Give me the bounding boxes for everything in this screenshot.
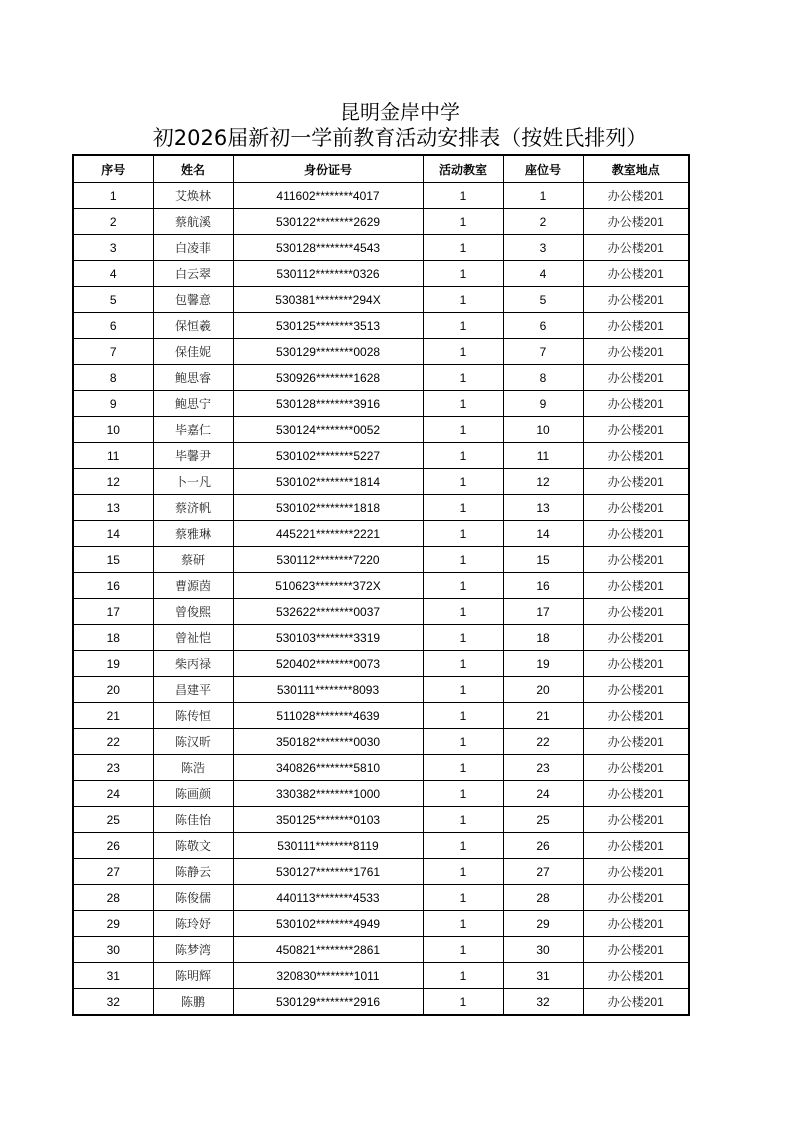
seat-cell: 32 [503,989,583,1016]
id-number-cell: 350125********0103 [233,807,423,833]
location-cell: 办公楼201 [583,521,689,547]
seat-cell: 14 [503,521,583,547]
seq-cell: 28 [73,885,153,911]
location-cell: 办公楼201 [583,885,689,911]
seat-cell: 4 [503,261,583,287]
table-row [73,547,689,573]
seq-cell: 1 [73,183,153,209]
id-number-cell: 340826********5810 [233,755,423,781]
seat-cell: 26 [503,833,583,859]
room-cell: 1 [423,443,503,469]
seq-cell: 11 [73,443,153,469]
name-cell: 陈汉昕 [153,729,233,755]
id-number-cell: 520402********0073 [233,651,423,677]
location-cell: 办公楼201 [583,651,689,677]
seat-cell: 10 [503,417,583,443]
table-row [73,209,689,235]
seat-cell: 23 [503,755,583,781]
room-cell: 1 [423,833,503,859]
seq-cell: 12 [73,469,153,495]
table-row [73,313,689,339]
column-header-id: 身份证号 [233,155,423,183]
seat-cell: 1 [503,183,583,209]
table-row [73,339,689,365]
column-header-location: 教室地点 [583,155,689,183]
table-row [73,599,689,625]
seat-cell: 3 [503,235,583,261]
room-cell: 1 [423,599,503,625]
document-title: 初2026届新初一学前教育活动安排表（按姓氏排列） [152,126,648,150]
location-cell: 办公楼201 [583,833,689,859]
seat-cell: 2 [503,209,583,235]
id-number-cell: 510623********372X [233,573,423,599]
room-cell: 1 [423,183,503,209]
name-cell: 陈传恒 [153,703,233,729]
name-cell: 陈静云 [153,859,233,885]
location-cell: 办公楼201 [583,677,689,703]
id-number-cell: 530102********1814 [233,469,423,495]
room-cell: 1 [423,287,503,313]
room-cell: 1 [423,339,503,365]
name-cell: 曾俊熙 [153,599,233,625]
seat-cell: 27 [503,859,583,885]
seat-cell: 25 [503,807,583,833]
table-body [73,183,689,1016]
id-number-cell: 530381********294X [233,287,423,313]
id-number-cell: 530112********0326 [233,261,423,287]
seq-cell: 22 [73,729,153,755]
table-row [73,287,689,313]
seq-cell: 8 [73,365,153,391]
seq-cell: 14 [73,521,153,547]
seq-cell: 19 [73,651,153,677]
name-cell: 毕馨尹 [153,443,233,469]
seq-cell: 16 [73,573,153,599]
name-cell: 白云翠 [153,261,233,287]
id-number-cell: 530112********7220 [233,547,423,573]
table-row [73,859,689,885]
table-row [73,573,689,599]
room-cell: 1 [423,677,503,703]
id-number-cell: 511028********4639 [233,703,423,729]
table-row [73,443,689,469]
location-cell: 办公楼201 [583,807,689,833]
room-cell: 1 [423,963,503,989]
table-row [73,495,689,521]
seat-cell: 28 [503,885,583,911]
seq-cell: 7 [73,339,153,365]
table-row [73,651,689,677]
location-cell: 办公楼201 [583,963,689,989]
location-cell: 办公楼201 [583,989,689,1016]
seq-cell: 6 [73,313,153,339]
location-cell: 办公楼201 [583,859,689,885]
id-number-cell: 530122********2629 [233,209,423,235]
name-cell: 陈鹏 [153,989,233,1016]
table-row [73,183,689,209]
name-cell: 蔡济帆 [153,495,233,521]
room-cell: 1 [423,755,503,781]
seat-cell: 5 [503,287,583,313]
seq-cell: 24 [73,781,153,807]
table-row [73,625,689,651]
location-cell: 办公楼201 [583,755,689,781]
room-cell: 1 [423,391,503,417]
name-cell: 陈玲妤 [153,911,233,937]
name-cell: 蔡雅琳 [153,521,233,547]
seat-cell: 13 [503,495,583,521]
id-number-cell: 330382********1000 [233,781,423,807]
id-number-cell: 530926********1628 [233,365,423,391]
room-cell: 1 [423,469,503,495]
room-cell: 1 [423,209,503,235]
column-header-room: 活动教室 [423,155,503,183]
table-row [73,911,689,937]
seq-cell: 5 [73,287,153,313]
room-cell: 1 [423,989,503,1016]
name-cell: 毕嘉仁 [153,417,233,443]
name-cell: 蔡研 [153,547,233,573]
seq-cell: 27 [73,859,153,885]
name-cell: 陈俊儒 [153,885,233,911]
seat-cell: 15 [503,547,583,573]
name-cell: 艾焕林 [153,183,233,209]
id-number-cell: 530129********2916 [233,989,423,1016]
id-number-cell: 445221********2221 [233,521,423,547]
seq-cell: 21 [73,703,153,729]
seat-cell: 9 [503,391,583,417]
location-cell: 办公楼201 [583,339,689,365]
location-cell: 办公楼201 [583,911,689,937]
room-cell: 1 [423,365,503,391]
room-cell: 1 [423,235,503,261]
student-arrangement-table [72,154,690,1016]
table-row [73,261,689,287]
name-cell: 陈敬文 [153,833,233,859]
location-cell: 办公楼201 [583,209,689,235]
seat-cell: 6 [503,313,583,339]
room-cell: 1 [423,313,503,339]
table-row [73,677,689,703]
seat-cell: 31 [503,963,583,989]
table-row [73,833,689,859]
name-cell: 保佳妮 [153,339,233,365]
location-cell: 办公楼201 [583,417,689,443]
room-cell: 1 [423,625,503,651]
name-cell: 柴丙禄 [153,651,233,677]
location-cell: 办公楼201 [583,287,689,313]
seq-cell: 32 [73,989,153,1016]
seq-cell: 9 [73,391,153,417]
id-number-cell: 530129********0028 [233,339,423,365]
table-row [73,989,689,1016]
seq-cell: 4 [73,261,153,287]
seat-cell: 24 [503,781,583,807]
room-cell: 1 [423,729,503,755]
location-cell: 办公楼201 [583,599,689,625]
name-cell: 陈浩 [153,755,233,781]
id-number-cell: 530127********1761 [233,859,423,885]
id-number-cell: 530111********8119 [233,833,423,859]
seat-cell: 8 [503,365,583,391]
seat-cell: 17 [503,599,583,625]
seat-cell: 11 [503,443,583,469]
seq-cell: 2 [73,209,153,235]
seq-cell: 20 [73,677,153,703]
room-cell: 1 [423,911,503,937]
name-cell: 陈佳怡 [153,807,233,833]
name-cell: 昌建平 [153,677,233,703]
id-number-cell: 530128********3916 [233,391,423,417]
seq-cell: 25 [73,807,153,833]
room-cell: 1 [423,885,503,911]
table-row [73,235,689,261]
seat-cell: 18 [503,625,583,651]
seq-cell: 31 [73,963,153,989]
table-row [73,469,689,495]
table-row [73,391,689,417]
id-number-cell: 530124********0052 [233,417,423,443]
column-header-seat: 座位号 [503,155,583,183]
table-row [73,885,689,911]
seq-cell: 15 [73,547,153,573]
seq-cell: 17 [73,599,153,625]
name-cell: 白凌菲 [153,235,233,261]
name-cell: 保恒羲 [153,313,233,339]
location-cell: 办公楼201 [583,495,689,521]
location-cell: 办公楼201 [583,261,689,287]
name-cell: 蔡航溪 [153,209,233,235]
table-row [73,937,689,963]
name-cell: 包馨意 [153,287,233,313]
room-cell: 1 [423,573,503,599]
name-cell: 曹源茵 [153,573,233,599]
table-row [73,365,689,391]
name-cell: 鲍思睿 [153,365,233,391]
seat-cell: 16 [503,573,583,599]
table-row [73,521,689,547]
id-number-cell: 530103********3319 [233,625,423,651]
location-cell: 办公楼201 [583,391,689,417]
name-cell: 曾祉恺 [153,625,233,651]
id-number-cell: 411602********4017 [233,183,423,209]
location-cell: 办公楼201 [583,365,689,391]
seat-cell: 19 [503,651,583,677]
name-cell: 卜一凡 [153,469,233,495]
seq-cell: 30 [73,937,153,963]
location-cell: 办公楼201 [583,937,689,963]
room-cell: 1 [423,521,503,547]
table-header-row [73,155,689,183]
column-header-name: 姓名 [153,155,233,183]
location-cell: 办公楼201 [583,469,689,495]
location-cell: 办公楼201 [583,313,689,339]
room-cell: 1 [423,547,503,573]
table-row [73,417,689,443]
location-cell: 办公楼201 [583,547,689,573]
location-cell: 办公楼201 [583,781,689,807]
seq-cell: 3 [73,235,153,261]
seat-cell: 22 [503,729,583,755]
id-number-cell: 350182********0030 [233,729,423,755]
seat-cell: 29 [503,911,583,937]
room-cell: 1 [423,703,503,729]
table-row [73,963,689,989]
id-number-cell: 530125********3513 [233,313,423,339]
room-cell: 1 [423,937,503,963]
table-row [73,703,689,729]
seat-cell: 30 [503,937,583,963]
table-row [73,729,689,755]
name-cell: 陈明辉 [153,963,233,989]
seq-cell: 13 [73,495,153,521]
id-number-cell: 440113********4533 [233,885,423,911]
seq-cell: 29 [73,911,153,937]
id-number-cell: 320830********1011 [233,963,423,989]
location-cell: 办公楼201 [583,729,689,755]
room-cell: 1 [423,417,503,443]
table-row [73,755,689,781]
id-number-cell: 530128********4543 [233,235,423,261]
table-row [73,781,689,807]
location-cell: 办公楼201 [583,183,689,209]
room-cell: 1 [423,807,503,833]
seat-cell: 20 [503,677,583,703]
seq-cell: 26 [73,833,153,859]
name-cell: 陈画颜 [153,781,233,807]
seq-cell: 23 [73,755,153,781]
name-cell: 陈梦湾 [153,937,233,963]
room-cell: 1 [423,859,503,885]
location-cell: 办公楼201 [583,703,689,729]
school-name: 昆明金岸中学 [340,100,460,124]
seq-cell: 10 [73,417,153,443]
seq-cell: 18 [73,625,153,651]
room-cell: 1 [423,495,503,521]
column-header-seq: 序号 [73,155,153,183]
id-number-cell: 532622********0037 [233,599,423,625]
seat-cell: 12 [503,469,583,495]
seat-cell: 21 [503,703,583,729]
seat-cell: 7 [503,339,583,365]
id-number-cell: 530102********4949 [233,911,423,937]
id-number-cell: 530102********1818 [233,495,423,521]
id-number-cell: 450821********2861 [233,937,423,963]
location-cell: 办公楼201 [583,573,689,599]
id-number-cell: 530111********8093 [233,677,423,703]
table-row [73,807,689,833]
location-cell: 办公楼201 [583,235,689,261]
location-cell: 办公楼201 [583,443,689,469]
id-number-cell: 530102********5227 [233,443,423,469]
name-cell: 鲍思宁 [153,391,233,417]
room-cell: 1 [423,261,503,287]
room-cell: 1 [423,781,503,807]
room-cell: 1 [423,651,503,677]
location-cell: 办公楼201 [583,625,689,651]
